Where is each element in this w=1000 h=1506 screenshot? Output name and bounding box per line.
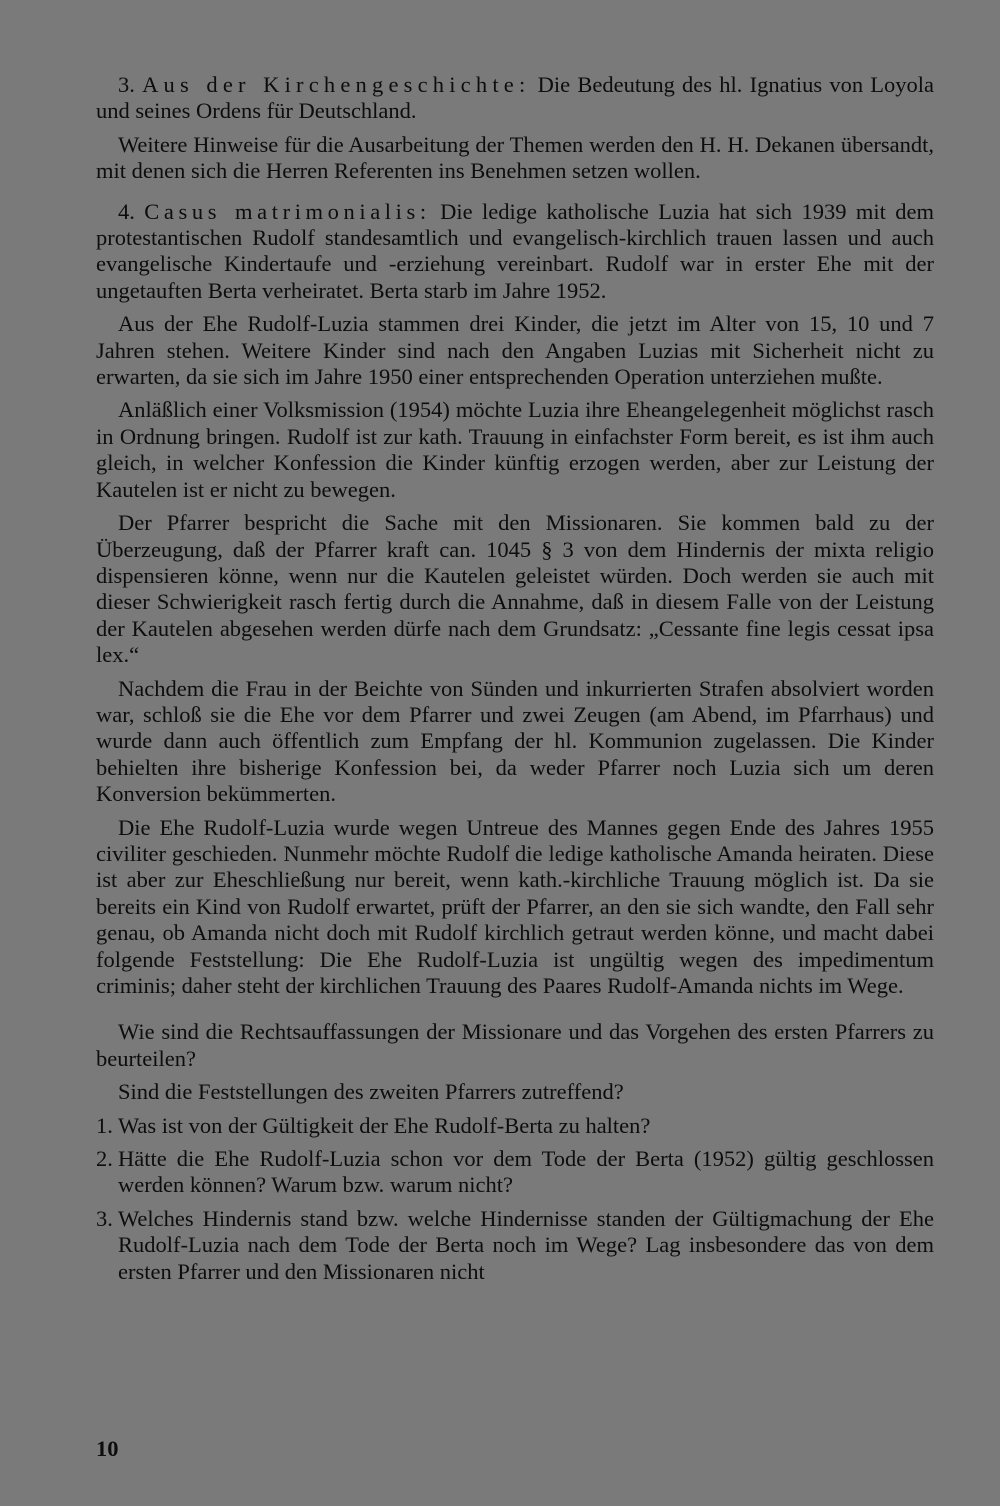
list-item-text: Hätte die Ehe Rudolf-Luzia schon vor dem Tode der Berta (1952) gültig geschlossen werden können? Warum bzw. warum nicht? (118, 1146, 934, 1198)
paragraph-children: Aus der Ehe Rudolf-Luzia stammen drei Kinder, die jetzt im Alter von 15, 10 und 7 Jahren stehen. Weitere Kinder sind nach den Angaben Luzias mit Sicherheit nicht zu erwarten, da sie sich im Jahre 1950 einer entsprechenden Operation unterziehen mußte. (96, 311, 934, 390)
paragraph-volksmission: Anläßlich einer Volksmission (1954) möchte Luzia ihre Eheangelegenheit möglichst rasch in Ordnung bringen. Rudolf ist zur kath. Trauung in einfachster Form bereit, es ist ihm auch gleich, in welcher Konfession die Kinder künftig erzogen werden, aber zur Leistung der Kautelen ist er nicht zu bewegen. (96, 397, 934, 502)
paragraph-divorce: Die Ehe Rudolf-Luzia wurde wegen Untreue des Mannes gegen Ende des Jahres 1955 civiliter geschieden. Nunmehr möchte Rudolf die ledige katholische Amanda heiraten. Diese ist aber zur Eheschließung nur bereit, wenn kath.-kirchliche Trauung möglich ist. Da sie bereits ein Kind von Rudolf erwartet, prüft der Pfarrer, an den sie sich wandte, den Fall sehr genau, ob Amanda nicht doch mit Rudolf kirchlich getraut werden könne, und macht dabei folgende Feststellung: Die Ehe Rudolf-Luzia ist ungültig wegen des impedimentum criminis; daher steht der kirchlichen Trauung des Paares Rudolf-Amanda nichts im Wege. (96, 814, 934, 998)
list-item (96, 1206, 934, 1285)
list-item-number: 3. (96, 1205, 113, 1231)
topic-3-text: Die Bedeutung des hl. Ignatius von Loyola und seines Ordens für Deutschland. (96, 72, 935, 124)
paragraph-casus (96, 199, 934, 305)
list-item (96, 1146, 934, 1199)
casus-text: Die ledige katholische Luzia hat sich 1939 mit dem protestantischen Rudolf standesamtlich und evangelisch-kirchlich trauen lassen und auch evangelische Kindertaufe und -erziehung vereinbart. Rudolf war in erster Ehe mit der ungetauften Berta verheiratet. Berta starb im Jahre 1952. (96, 198, 935, 303)
list-item-text: Was ist von der Gültigkeit der Ehe Rudolf-Berta zu halten? (118, 1112, 651, 1138)
paragraph-confession: Nachdem die Frau in der Beichte von Sünden und inkurrierten Strafen absolviert worden war, schloß sie die Ehe vor dem Pfarrer und zwei Zeugen (am Abend, im Pfarrhaus) und wurde dann auch öffentlich zum Empfang der hl. Kommunion zugelassen. Die Kinder behielten ihre bisherige Konfession bei, da weder Pfarrer noch Luzia sich um deren Konversion bekümmerten. (96, 675, 934, 807)
paragraph-instructions: Weitere Hinweise für die Ausarbeitung der Themen werden den H. H. Dekanen übersandt, mit denen sich die Herren Referenten ins Benehmen setzen wollen. (96, 131, 934, 184)
casus-heading: Casus matrimonialis: (144, 198, 431, 224)
question-second-pastor: Sind die Feststellungen des zweiten Pfarrers zutreffend? (118, 1079, 624, 1105)
question-missionaries: Wie sind die Rechtsauffassungen der Missionare und das Vorgehen des ersten Pfarrers zu beurteilen? (96, 1019, 934, 1071)
list-item-number: 2. (96, 1146, 113, 1172)
list-item-text: Welches Hindernis stand bzw. welche Hindernisse standen der Gültigmachung der Ehe Rudolf-Luzia nach dem Tode der Berta noch im Wege? Lag insbesondere das von dem ersten Pfarrer und den Missionaren nicht (118, 1205, 934, 1284)
page-number: 10 (96, 1436, 119, 1461)
list-item (96, 1113, 934, 1139)
casus-number: 4. (118, 198, 135, 224)
page-body (96, 72, 934, 1285)
topic-3-number: 3. (118, 72, 135, 97)
topic-3-heading: Aus der Kirchengeschichte: (142, 72, 531, 97)
paragraph-missionaries: Der Pfarrer bespricht die Sache mit den Missionaren. Sie kommen bald zu der Überzeugung, daß der Pfarrer kraft can. 1045 § 3 von dem Hindernis der mixta religio dispensieren könne, wenn nur die Kautelen geleistet würden. Doch werden sie auch mit dieser Schwierigkeit rasch fertig durch die Annahme, daß in diesem Falle von der Leistung der Kautelen abgesehen werden dürfe nach dem Grundsatz: „Cessante fine legis cessat ipsa lex.“ (96, 510, 934, 668)
list-item-number: 1. (96, 1112, 113, 1138)
paragraph-topic-3 (96, 72, 934, 125)
